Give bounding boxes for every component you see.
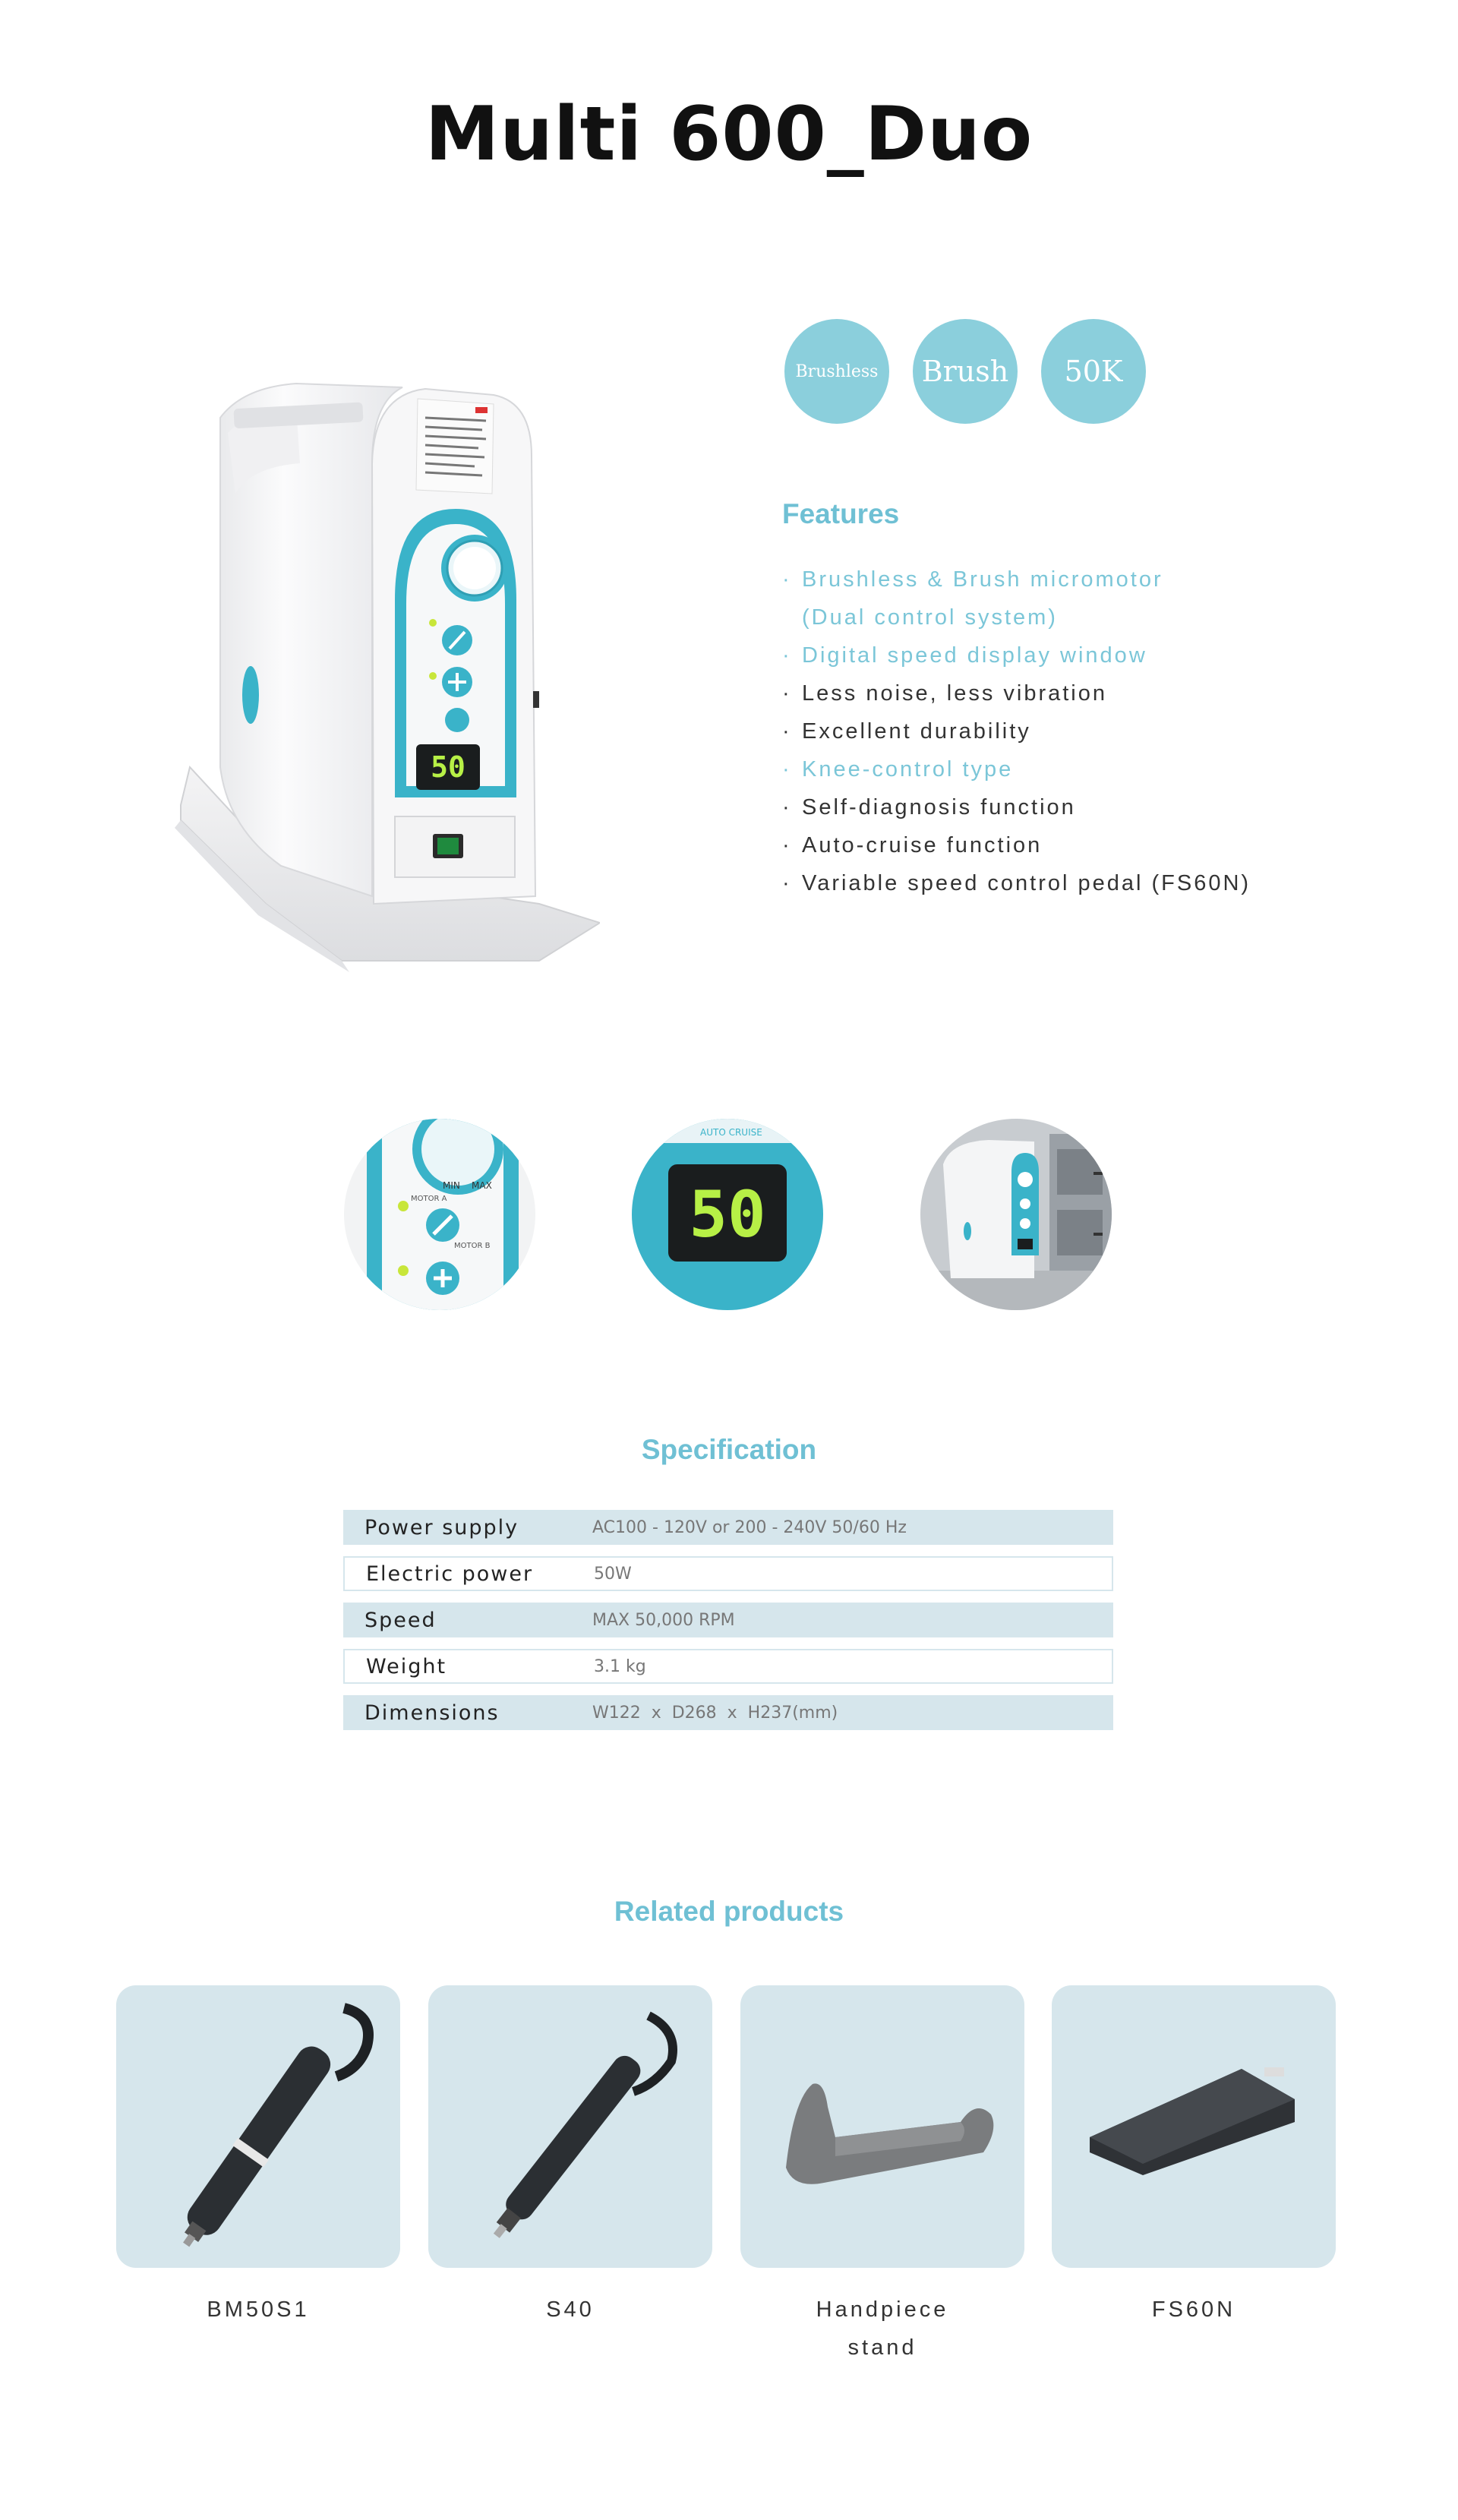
- product-image-multi600-duo: [175, 372, 600, 980]
- features-heading: Features: [782, 498, 900, 529]
- spec-row-power-supply: [343, 1510, 1113, 1545]
- product-name-handpiece-stand: Handpiece stand: [816, 2297, 949, 2360]
- detail-image-speed-display: [632, 1119, 823, 1310]
- bullet: ·: [782, 757, 792, 782]
- spec-label: Speed: [364, 1608, 437, 1632]
- badge-brush: Brush: [913, 319, 1018, 424]
- specification-table: [343, 1510, 1113, 1742]
- svg-text:MAX: MAX: [472, 1180, 492, 1191]
- badge-50k: 50K: [1041, 319, 1146, 424]
- feature-item: · Excellent durability: [782, 712, 1251, 750]
- product-card-bm50s1[interactable]: [116, 1985, 400, 2268]
- feature-item: · Less noise, less vibration: [782, 674, 1251, 712]
- svg-text:AUTO CRUISE: AUTO CRUISE: [700, 1127, 762, 1138]
- spec-label: Electric power: [366, 1562, 534, 1586]
- bullet: ·: [782, 681, 792, 706]
- spec-value: AC100 - 120V or 200 - 240V 50/60 Hz: [592, 1517, 907, 1537]
- product-name-s40: S40: [546, 2297, 595, 2322]
- feature-item: · Self-diagnosis function: [782, 788, 1251, 826]
- spec-row-electric-power: [343, 1556, 1113, 1591]
- spec-row-speed: [343, 1603, 1113, 1637]
- bullet: ·: [782, 833, 792, 857]
- badge-brushless: Brushless: [784, 319, 889, 424]
- feature-item: · Digital speed display window: [782, 636, 1251, 674]
- spec-label: Dimensions: [364, 1701, 500, 1725]
- detail-image-installed: [920, 1119, 1112, 1310]
- svg-text:MOTOR A: MOTOR A: [411, 1195, 447, 1203]
- product-card-s40[interactable]: [428, 1985, 712, 2268]
- spec-value: 50W: [594, 1564, 632, 1584]
- product-card-handpiece-stand[interactable]: [740, 1985, 1024, 2268]
- bullet: ·: [782, 795, 792, 819]
- feature-item: · Knee-control type: [782, 750, 1251, 788]
- spec-value: W122 x D268 x H237(mm): [592, 1703, 838, 1723]
- bullet: ·: [782, 719, 792, 744]
- svg-text:50: 50: [431, 750, 465, 784]
- bullet: ·: [782, 567, 792, 592]
- feature-item: · Variable speed control pedal (FS60N): [782, 864, 1251, 902]
- spec-row-dimensions: [343, 1695, 1113, 1730]
- detail-image-control-panel: [344, 1119, 535, 1310]
- features-list: [782, 561, 1251, 902]
- spec-label: Weight: [366, 1654, 447, 1678]
- specification-heading: Specification: [641, 1434, 817, 1465]
- page-title: Multi 600_Duo: [424, 91, 1034, 178]
- svg-text:50: 50: [689, 1177, 766, 1252]
- svg-text:MOTOR B: MOTOR B: [454, 1242, 491, 1250]
- svg-text:MIN: MIN: [443, 1180, 460, 1191]
- spec-row-weight: [343, 1649, 1113, 1684]
- product-name-fs60n: FS60N: [1151, 2297, 1236, 2322]
- feature-item: (Dual control system): [802, 605, 1058, 630]
- feature-item: · Brushless & Brush micromotor: [782, 561, 1251, 598]
- spec-value: 3.1 kg: [594, 1656, 646, 1676]
- spec-value: MAX 50,000 RPM: [592, 1610, 735, 1630]
- product-card-fs60n[interactable]: [1052, 1985, 1336, 2268]
- related-products-heading: Related products: [614, 1896, 844, 1927]
- bullet: ·: [782, 643, 792, 668]
- spec-label: Power supply: [364, 1515, 519, 1539]
- bullet: ·: [782, 871, 792, 895]
- product-name-bm50s1: BM50S1: [207, 2297, 310, 2322]
- feature-item: · Auto-cruise function: [782, 826, 1251, 864]
